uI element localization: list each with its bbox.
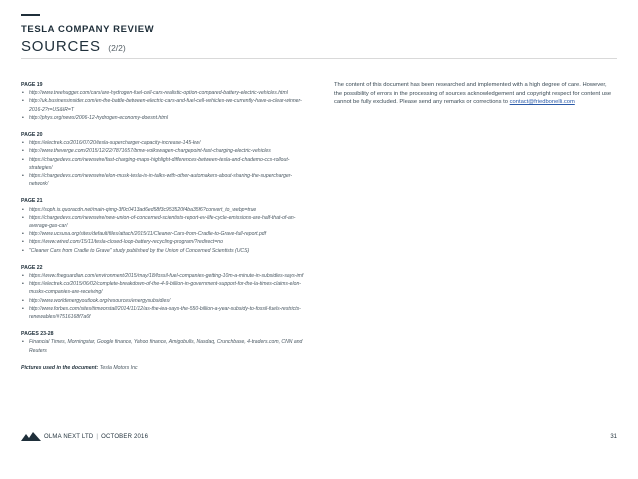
- source-link[interactable]: • https://chargedevs.com/newswire/fast-charging-maps-highlight-differences-between-tesla-and-chademo-ccs-rollout-strategies/: [21, 156, 311, 172]
- source-link[interactable]: • http://www.worldenergyoutlook.org/resources/energysubsidies/: [21, 297, 311, 305]
- source-link[interactable]: • https://electrek.co/2016/07/20/tesla-supercharger-capacity-increase-145-kw/: [21, 139, 311, 147]
- source-link[interactable]: • https://electrek.co/2015/06/02/complete-breakdown-of-the-4-9-billion-in-government-support-for-the-la-times-claims-elon-musks-companies-are-receiving/: [21, 280, 311, 296]
- source-section: [21, 81, 311, 122]
- pictures-credit-value: Tesla Motors Inc: [99, 364, 138, 371]
- source-link[interactable]: • https://www.wired.com/15/11/tesla-closed-loop-battery-recycling-program/?redirect=no: [21, 238, 311, 246]
- document-kicker: TESLA COMPANY REVIEW: [21, 24, 155, 35]
- footer-company: OLMA NEXT LTD: [44, 434, 94, 440]
- sources-list: [21, 81, 311, 372]
- source-reference: • "Cleaner Cars from Cradle to Grave" study published by the Union of Concerned Scientists (UCS): [21, 247, 311, 255]
- source-link[interactable]: • http://www.treehugger.com/cars/are-hydrogen-fuel-cell-cars-realistic-option-compared-battery-electric-vehicles.html: [21, 89, 311, 97]
- disclaimer-text: The content of this document has been researched and implemented with a high degree of care. However, the possibility of errors in the processing of sources acknowledgement and copyright respect for content use cannot be fully excluded. Please send any remarks or corrections to: [334, 82, 612, 106]
- source-section: [21, 264, 311, 321]
- source-link[interactable]: • https://chargedevs.com/newswire/new-union-of-concerned-scientists-report-ev-life-cycle-emissions-are-half-that-of-an-average-gas-car/: [21, 214, 311, 230]
- source-reference: • Financial Times, Morningstar, Google finance, Yahoo finance, Amigobulls, Nasdaq, Crunchbase, 4-traders.com, CNN and Reuters: [21, 338, 311, 354]
- source-link[interactable]: • https://www.theguardian.com/environment/2015/may/18/fossil-fuel-companies-getting-10m-a-minute-in-subsidies-says-imf: [21, 272, 311, 280]
- section-title: PAGES 23-28: [21, 331, 54, 338]
- section-title: PAGE 20: [21, 132, 43, 139]
- footer-date: OCTOBER 2016: [101, 434, 149, 440]
- source-link[interactable]: • https://soph.is.quoracdn.net/main-qimg-3f0c0413ad6ed58f3c953520f4ba35f6?convert_to_webp=true: [21, 206, 311, 214]
- source-link[interactable]: • http://phys.org/news/2006-12-hydrogen-economy-doesnt.html: [21, 114, 311, 122]
- source-section: [21, 197, 311, 254]
- footer-separator: |: [96, 434, 99, 440]
- source-link[interactable]: • http://uk.businessinsider.com/en-the-battle-between-electric-cars-and-fuel-cell-vehicles-we-currently-have-a-clear-winner-2016-2?r=US&IR=T: [21, 97, 311, 113]
- title-divider: [21, 58, 617, 59]
- source-section: [21, 131, 311, 188]
- contact-email-link[interactable]: contact@friedbonelli.com: [509, 99, 575, 106]
- source-link[interactable]: • http://www.forbes.com/sites/timworstall/2014/11/12/as-the-iea-says-the-550-billion-a-year-subsidy-to-fossil-fuels-restricts-renewables/#7516168f7a6f: [21, 305, 311, 321]
- page-number: 31: [610, 434, 617, 440]
- pictures-credit-label: Pictures used in the document:: [21, 364, 99, 371]
- header-accent-rule: [21, 14, 40, 16]
- source-link[interactable]: • http://www.theverge.com/2015/12/22/7871657/bmw-volkswagen-chargepoint-fast-charging-electric-vehicles: [21, 147, 311, 155]
- source-link[interactable]: • https://chargedevs.com/newswire/elon-musk-tesla-is-in-talks-with-other-automakers-about-sharing-the-supercharger-network/: [21, 172, 311, 188]
- page-title-subtitle: (2/2): [108, 43, 126, 53]
- page-title-main: SOURCES: [21, 38, 101, 55]
- mountain-logo-icon: [21, 432, 41, 441]
- disclaimer: [334, 81, 616, 107]
- pictures-credit: [21, 364, 311, 372]
- source-section: [21, 330, 311, 355]
- section-title: PAGE 22: [21, 264, 43, 271]
- section-title: PAGE 19: [21, 82, 43, 88]
- section-title: PAGE 21: [21, 198, 43, 205]
- source-link[interactable]: • http://www.ucsusa.org/sites/default/files/attach/2015/11/Cleaner-Cars-from-Cradle-to-Grave-full-report.pdf: [21, 230, 311, 238]
- page-title: [21, 38, 126, 56]
- footer-info: [44, 434, 148, 440]
